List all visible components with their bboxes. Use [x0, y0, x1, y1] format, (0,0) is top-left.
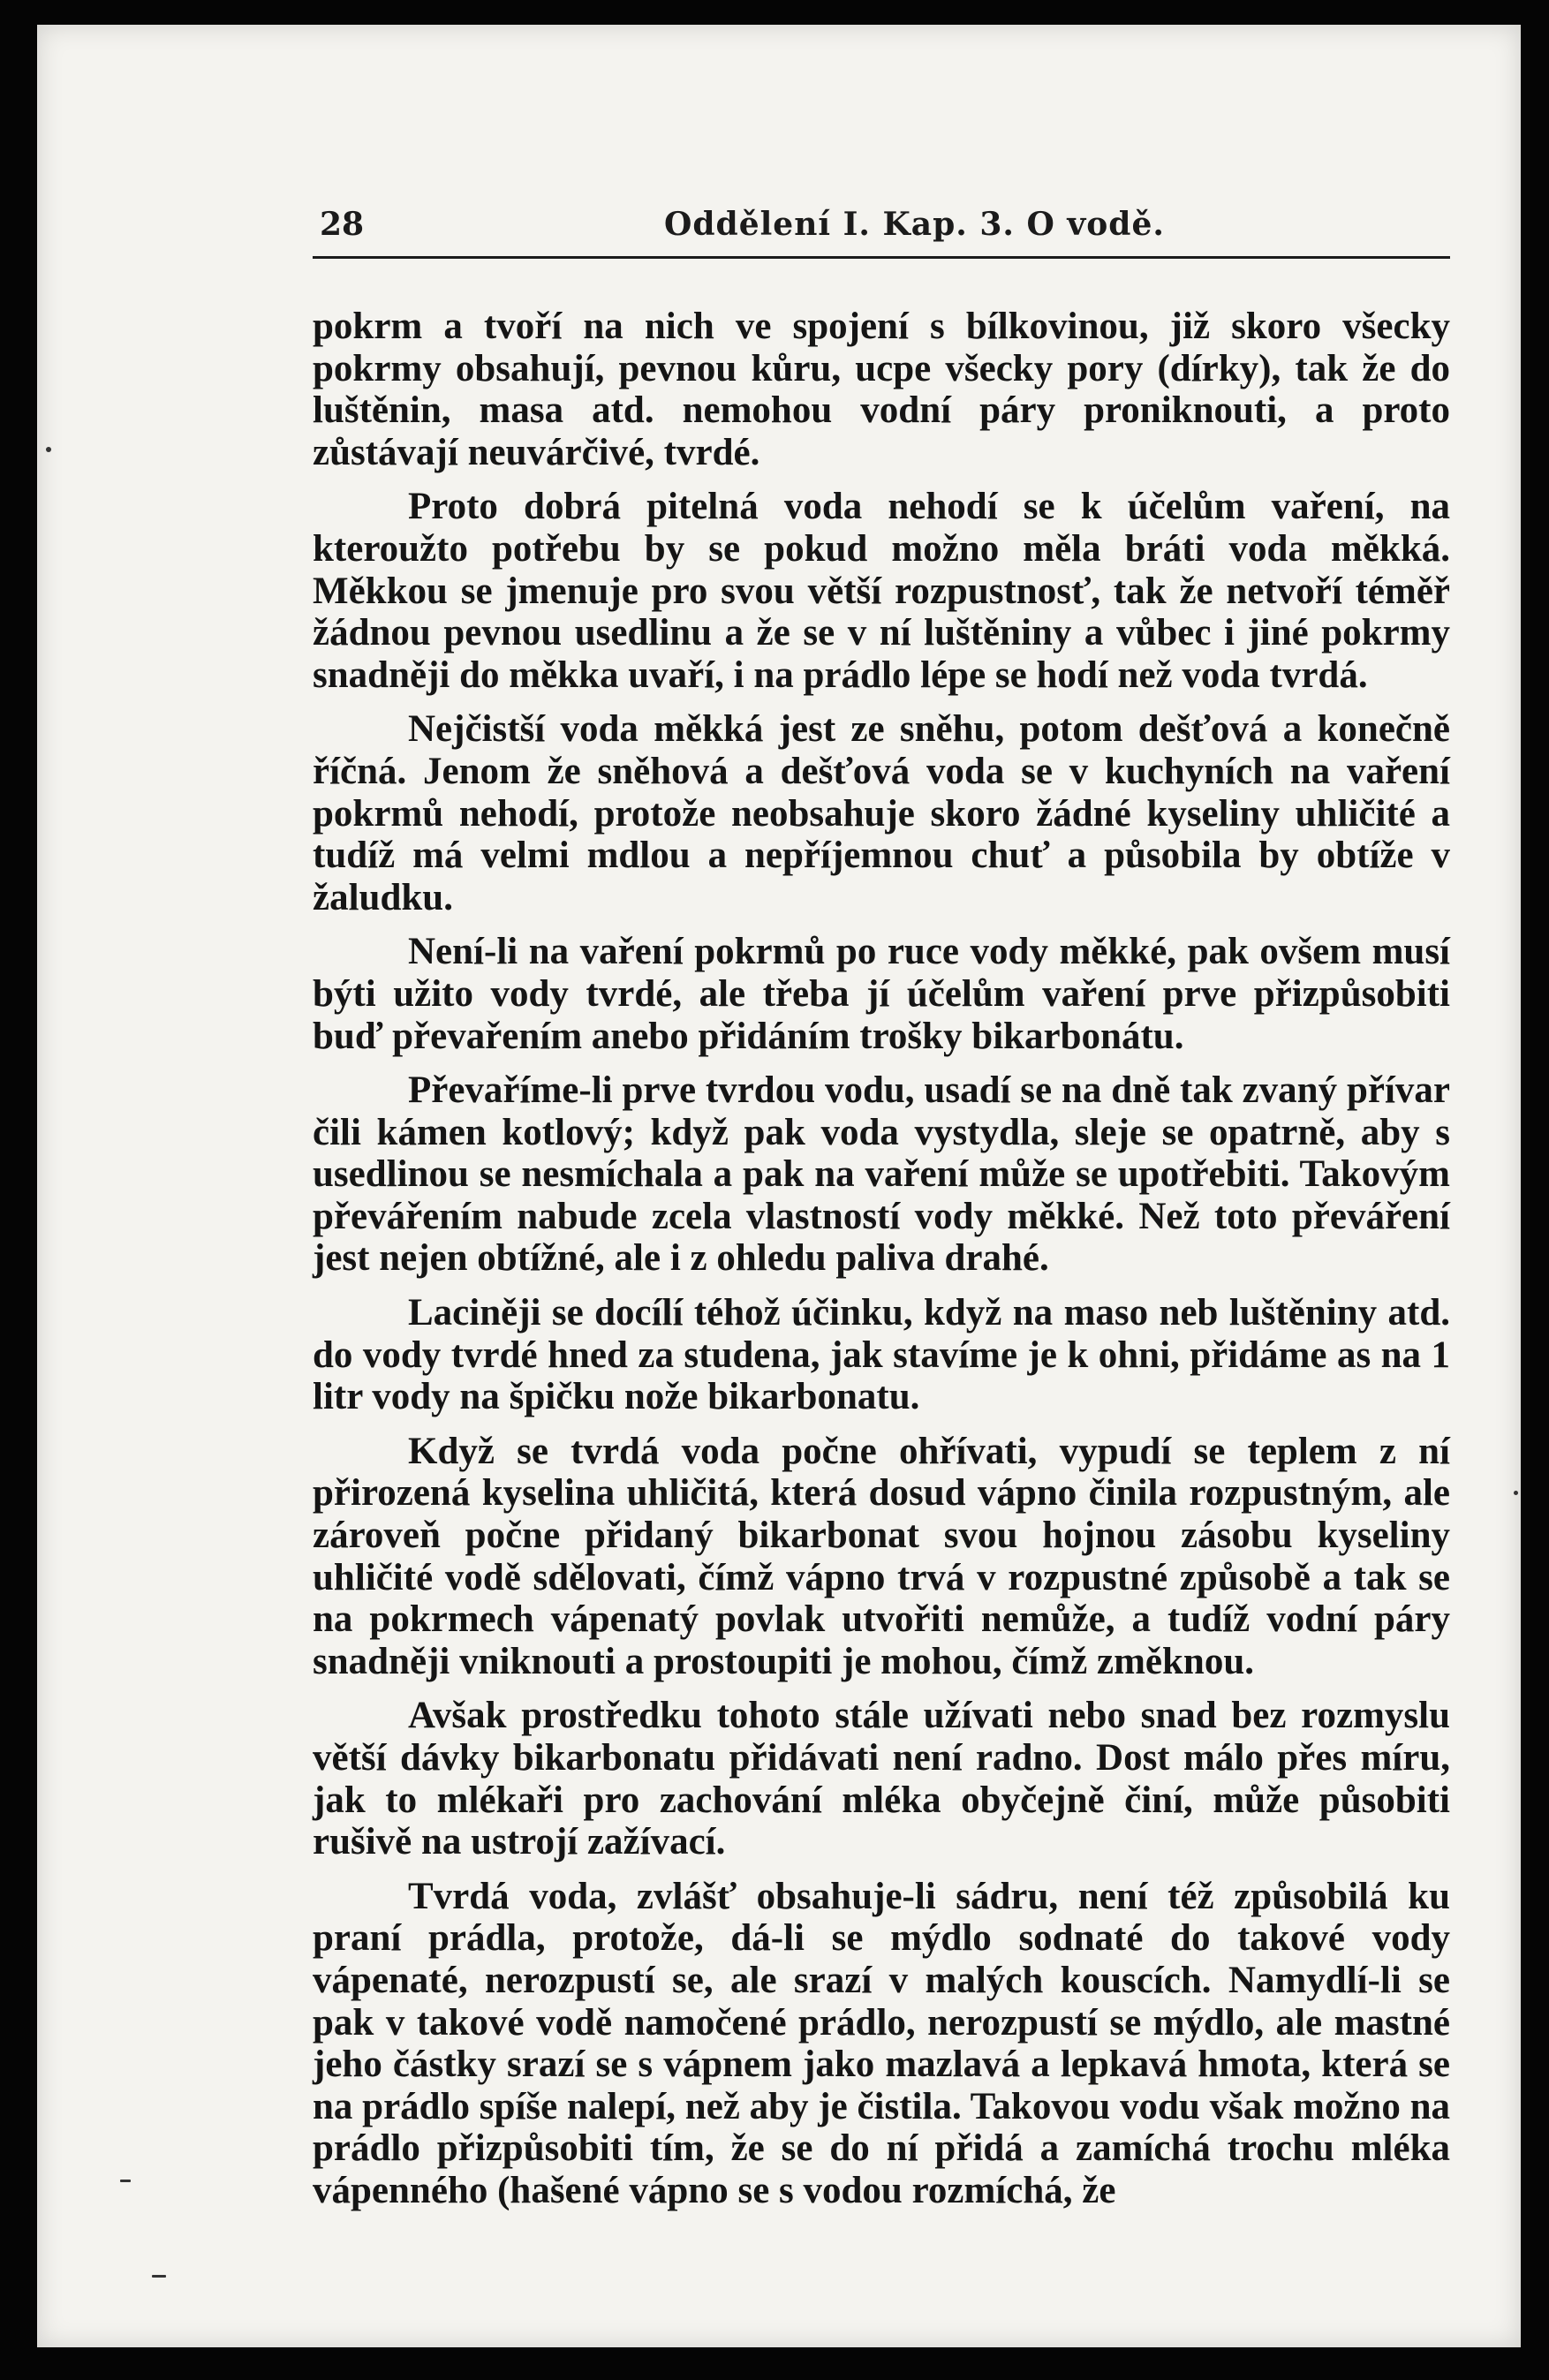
paragraph-1: pokrm a tvoří na nich ve spojení s bílkovinou, již skoro všecky pokrmy obsahují, pevnou kůru, ucpe všecky pory (dírky), tak že do luštěnin, masa atd. nemohou vodní páry proniknouti, a proto zůstávají neuvárčivé, tvrdé.: [313, 306, 1450, 473]
scan-speck: [1514, 1491, 1518, 1495]
paragraph-4: Není-li na vaření pokrmů po ruce vody měkké, pak ovšem musí býti užito vody tvrdé, ale třeba jí účelům vaření prve přizpůsobiti buď převařením anebo přidáním trošky bikarbonátu.: [313, 931, 1450, 1057]
paragraph-9: Tvrdá voda, zvlášť obsahuje-li sádru, není též způsobilá ku praní prádla, protože, dá-li se mýdlo sodnaté do takové vody vápenaté, nerozpustí se, ale srazí v malých kouscích. Namydlí-li se pak v takové vodě namočené prádlo, nerozpustí se mýdlo, ale mastné jeho částky srazí se s vápnem jako mazlavá a lepkavá hmota, která se na prádlo spíše nalepí, než aby je čistila. Takovou vodu však možno na prádlo přizpůsobiti tím, že se do ní přidá a zamíchá trochu mléka vápenného (hašené vápno se s vodou rozmíchá, že: [313, 1875, 1450, 2211]
scan-speck: [120, 2180, 131, 2182]
book-page: [37, 25, 1521, 2347]
running-head: Oddělení I. Kap. 3. O vodě.: [664, 206, 1165, 243]
scan-speck: [46, 447, 51, 452]
page-body: [313, 306, 1450, 2225]
scan-speck: [152, 2275, 166, 2278]
paragraph-6: Laciněji se docílí téhož účinku, když na maso neb luštěniny atd. do vody tvrdé hned za studena, jak stavíme je k ohni, přidáme as na 1 litr vody na špičku nože bikarbonatu.: [313, 1292, 1450, 1418]
page-header: [276, 206, 1450, 250]
header-rule: [313, 256, 1450, 259]
paragraph-3: Nejčistší voda měkká jest ze sněhu, potom dešťová a konečně říčná. Jenom že sněhová a dešťová voda se v kuchyních na vaření pokrmů nehodí, protože neobsahuje skoro žádné kyseliny uhličité a tudíž má velmi mdlou a nepříjemnou chuť a působila by obtíže v žaludku.: [313, 708, 1450, 918]
paragraph-7: Když se tvrdá voda počne ohřívati, vypudí se teplem z ní přirozená kyselina uhličitá, která dosud vápno činila rozpustným, ale zároveň počne přidaný bikarbonat svou hojnou zásobu kyseliny uhličité vodě sdělovati, čímž vápno trvá v rozpustné způsobě a tak se na pokrmech vápenatý povlak utvořiti nemůže, a tudíž vodní páry snadněji vniknouti a prostoupiti je mohou, čímž změknou.: [313, 1430, 1450, 1682]
paragraph-5: Převaříme-li prve tvrdou vodu, usadí se na dně tak zvaný přívar čili kámen kotlový; když pak voda vystydla, sleje se opatrně, aby s usedlinou se nesmíchala a pak na vaření může se upotřebiti. Takovým převářením nabude zcela vlastností vody měkké. Než toto převáření jest nejen obtížné, ale i z ohledu paliva drahé.: [313, 1069, 1450, 1280]
paragraph-2: Proto dobrá pitelná voda nehodí se k účelům vaření, na kteroužto potřebu by se pokud možno měla bráti voda měkká. Měkkou se jmenuje pro svou větší rozpustnosť, tak že netvoří téměř žádnou pevnou usedlinu a že se v ní luštěniny a vůbec i jiné pokrmy snadněji do měkka uvaří, i na prádlo lépe se hodí než voda tvrdá.: [313, 486, 1450, 696]
page-number: 28: [320, 206, 365, 243]
paragraph-8: Avšak prostředku tohoto stále užívati nebo snad bez rozmyslu větší dávky bikarbonatu přidávati není radno. Dost málo přes míru, jak to mlékaři pro zachování mléka obyčejně činí, může působiti rušivě na ustrojí zažívací.: [313, 1695, 1450, 1863]
